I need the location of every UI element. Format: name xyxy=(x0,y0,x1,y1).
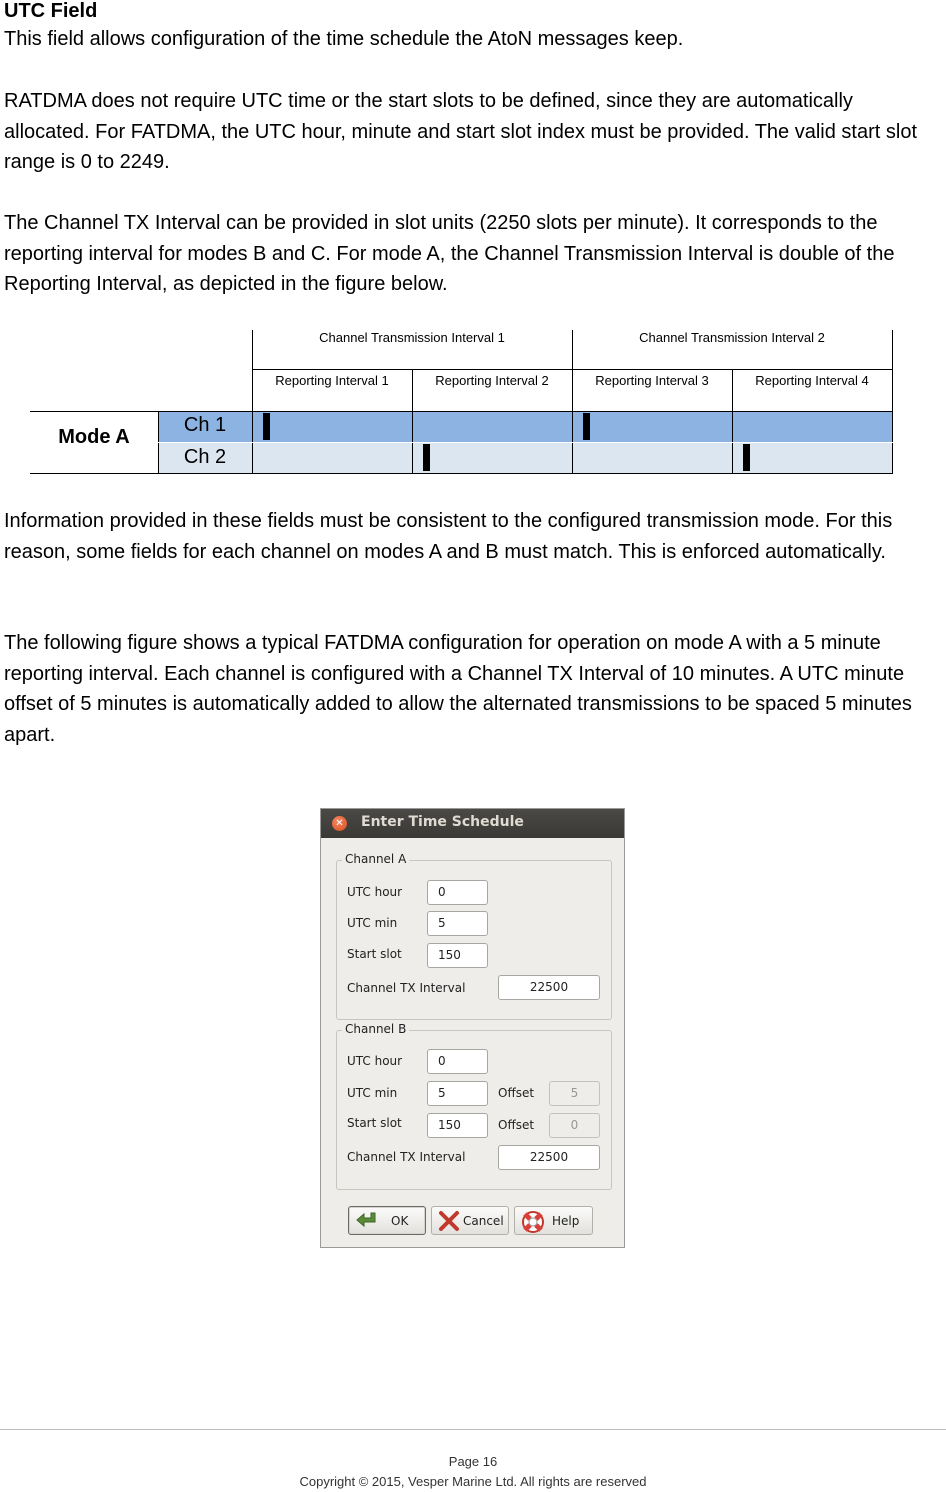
grid-line xyxy=(158,442,893,443)
body-text xyxy=(4,86,944,178)
start-slot-label: Start slot xyxy=(347,1116,402,1130)
utc-hour-label: UTC hour xyxy=(347,1054,403,1068)
channel-label-ch1: Ch 1 xyxy=(183,414,227,436)
channel-b-tx-interval-input[interactable]: 22500 xyxy=(498,1145,600,1170)
body-text xyxy=(4,24,944,55)
cancel-button[interactable] xyxy=(431,1206,509,1235)
utc-min-label: UTC min xyxy=(347,916,398,930)
ok-label: OK xyxy=(391,1214,409,1228)
channel-b-utc-hour-input[interactable]: 0 xyxy=(427,1049,488,1074)
ok-arrow-icon xyxy=(355,1210,379,1232)
channel-b-label: Channel B xyxy=(342,1022,409,1036)
channel-a-start-slot-input[interactable]: 150 xyxy=(427,943,488,968)
paragraph-intro: This field allows configuration of the time schedule the AtoN messages keep. xyxy=(4,28,684,50)
grid-line xyxy=(252,330,253,473)
paragraph-ratdma: RATDMA does not require UTC time or the start slots to be defined, since they are automatically allocated. For FATDMA, the UTC hour, minute and start slot index must be provided. The valid start slot range is 0 to 2249. xyxy=(4,90,917,173)
tx-marker xyxy=(423,444,430,471)
utc-hour-label: UTC hour xyxy=(347,885,403,899)
utc-min-label: UTC min xyxy=(347,1086,398,1100)
paragraph-example: The following figure shows a typical FATDMA configuration for operation on mode A with a 5 minute reporting interval. Each channel is configured with a Channel TX Interval of 10 minutes. A UTC minute offset of 5 minutes is automatically added to allow the alternated transmissions to be spaced 5 minutes apart. xyxy=(4,632,912,746)
grid-line xyxy=(732,369,733,473)
tx-interval-header-2: Channel Transmission Interval 2 xyxy=(639,330,825,345)
channel-label-ch2: Ch 2 xyxy=(183,446,227,468)
min-offset-label: Offset xyxy=(498,1086,535,1100)
tx-interval-label: Channel TX Interval xyxy=(347,981,466,995)
paragraph-consistency: Information provided in these fields must be consistent to the configured transmission mode. For this reason, some fields for each channel on modes A and B must match. This is enforced automatically. xyxy=(4,510,893,563)
paragraph-tx-interval: The Channel TX Interval can be provided in slot units (2250 slots per minute). It corresponds to the reporting interval for modes B and C. For mode A, the Channel Transmission Interval is double of the Reporting Interval, as depicted in the figure below. xyxy=(4,212,895,295)
reporting-interval-header-1: Reporting Interval 1 xyxy=(275,373,389,388)
time-schedule-dialog xyxy=(320,808,625,1248)
grid-line xyxy=(30,473,893,474)
close-icon[interactable]: ✕ xyxy=(332,816,347,831)
body-text xyxy=(4,208,944,300)
channel-a-utc-hour-input[interactable]: 0 xyxy=(427,880,488,905)
grid-line xyxy=(252,369,893,370)
copyright: Copyright © 2015, Vesper Marine Ltd. All rights are reserved xyxy=(299,1474,647,1489)
body-text xyxy=(4,506,944,567)
cancel-x-icon xyxy=(438,1210,460,1232)
help-button[interactable] xyxy=(514,1206,593,1235)
tx-marker xyxy=(743,444,750,471)
reporting-interval-header-2: Reporting Interval 2 xyxy=(435,373,549,388)
cancel-label: Cancel xyxy=(463,1214,504,1228)
channel-b-start-slot-input[interactable]: 150 xyxy=(427,1113,488,1138)
grid-line xyxy=(572,330,573,473)
channel-a-tx-interval-input[interactable]: 22500 xyxy=(498,975,600,1000)
section-heading: UTC Field xyxy=(4,0,98,22)
tx-marker xyxy=(263,413,270,440)
grid-line xyxy=(30,411,893,412)
slot-offset-label: Offset xyxy=(498,1118,535,1132)
channel-b-utc-min-input[interactable]: 5 xyxy=(427,1081,488,1106)
tx-interval-header-1: Channel Transmission Interval 1 xyxy=(319,330,505,345)
ok-button[interactable] xyxy=(348,1206,426,1235)
mode-label: Mode A xyxy=(58,426,130,448)
help-label: Help xyxy=(552,1214,580,1228)
body-text xyxy=(4,628,944,750)
channel-b-slot-offset-input: 0 xyxy=(549,1113,600,1138)
help-lifebuoy-icon xyxy=(521,1210,545,1234)
ch2-row xyxy=(158,442,892,473)
reporting-interval-header-4: Reporting Interval 4 xyxy=(755,373,869,388)
page-number: Page 16 xyxy=(448,1454,498,1469)
channel-a-label: Channel A xyxy=(342,852,409,866)
footer-divider xyxy=(0,1429,946,1430)
start-slot-label: Start slot xyxy=(347,947,402,961)
dialog-title: Enter Time Schedule xyxy=(361,814,524,830)
channel-b-min-offset-input: 5 xyxy=(549,1081,600,1106)
tx-marker xyxy=(583,413,590,440)
tx-interval-label: Channel TX Interval xyxy=(347,1150,466,1164)
reporting-interval-header-3: Reporting Interval 3 xyxy=(595,373,709,388)
dialog-titlebar xyxy=(321,809,624,838)
grid-line xyxy=(892,330,893,473)
channel-a-utc-min-input[interactable]: 5 xyxy=(427,911,488,936)
grid-line xyxy=(412,369,413,473)
